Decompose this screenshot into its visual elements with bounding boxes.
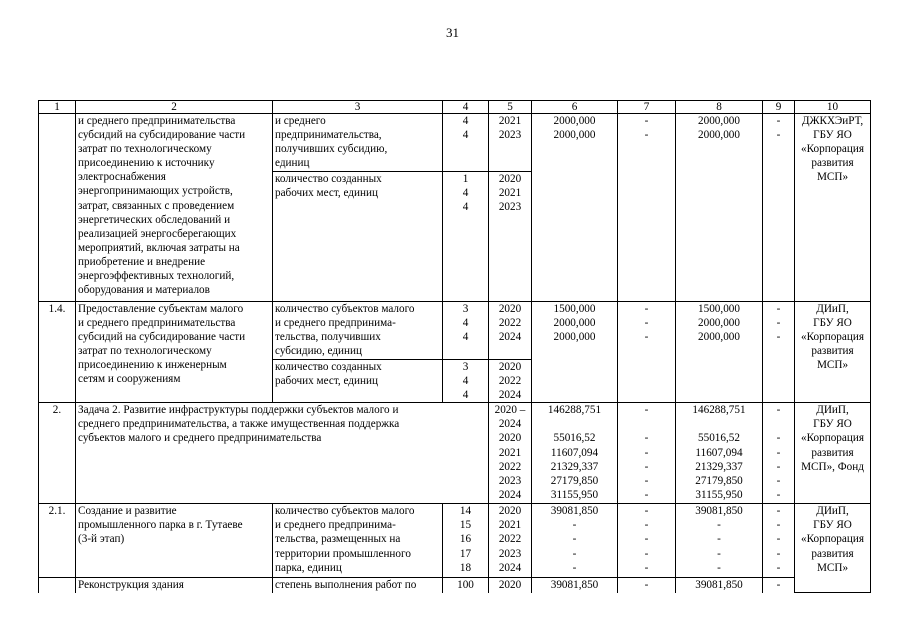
measure-name-line: оборудования и материалов bbox=[78, 284, 210, 297]
col8-cell bbox=[676, 403, 763, 504]
executor-cell bbox=[795, 302, 871, 403]
indicator-cell bbox=[273, 504, 443, 578]
col9-value: - bbox=[776, 331, 781, 344]
amount-value: 11607,094 bbox=[550, 446, 599, 459]
table-row bbox=[39, 504, 871, 578]
header-cell: 6 bbox=[532, 101, 618, 114]
col8-value: 2000,000 bbox=[698, 331, 740, 344]
measure-name-line: и среднего предпринимательства bbox=[78, 115, 236, 127]
amount-value: 146288,751 bbox=[547, 404, 602, 417]
executor-line: «Корпорация bbox=[801, 432, 864, 445]
amount-value: 1500,000 bbox=[553, 303, 596, 315]
executor-cell bbox=[795, 504, 871, 593]
executor-line: МСП» bbox=[816, 561, 849, 574]
measure-name-cell bbox=[76, 302, 273, 403]
col8-value: 11607,094 bbox=[695, 446, 743, 459]
year-cell bbox=[489, 504, 532, 578]
indicator-value: 4 bbox=[462, 375, 469, 388]
year-value: 2020 bbox=[498, 361, 522, 373]
year-value: 2021 bbox=[498, 115, 522, 127]
col7-value: - bbox=[644, 488, 649, 501]
year-value: 2024 bbox=[498, 331, 522, 344]
col9-cell bbox=[763, 302, 795, 403]
year-cell bbox=[489, 403, 532, 504]
amount-value: - bbox=[572, 547, 577, 560]
executor-line: ГБУ ЯО bbox=[813, 519, 852, 532]
row-number-cell: 2.1. bbox=[39, 504, 76, 578]
indicator-value: 14 bbox=[459, 505, 472, 518]
indicator-value: 4 bbox=[462, 187, 469, 200]
indicator-line: рабочих мест, единиц bbox=[275, 375, 378, 388]
year-cell: 2020 bbox=[489, 578, 532, 593]
col7-cell: - bbox=[618, 578, 676, 593]
measure-name-line: субсидий на субсидирование части bbox=[78, 331, 246, 344]
indicator-line: и среднего предпринима- bbox=[275, 519, 396, 532]
col8-value: 2000,000 bbox=[698, 129, 740, 142]
executor-line: МСП», Фонд bbox=[801, 460, 864, 473]
year-value: 2021 bbox=[498, 519, 522, 532]
col7-value: - bbox=[644, 474, 649, 487]
col9-value: - bbox=[776, 129, 781, 142]
executor-line: ГБУ ЯО bbox=[813, 317, 852, 330]
indicator-cell: степень выполнения работ по bbox=[273, 578, 443, 593]
col7-value: - bbox=[644, 547, 649, 560]
indicator-value: 17 bbox=[459, 547, 472, 560]
col8-value: 27179,850 bbox=[695, 474, 743, 487]
col8-value: 21329,337 bbox=[695, 460, 743, 473]
indicator-line: количество созданных bbox=[275, 173, 382, 185]
header-cell: 1 bbox=[39, 101, 76, 114]
amount-cell bbox=[532, 504, 618, 578]
executor-line: ГБУ ЯО bbox=[813, 418, 852, 431]
col9-value bbox=[765, 417, 792, 431]
indicator-value: 4 bbox=[462, 317, 469, 330]
year-value: 2022 bbox=[498, 375, 522, 388]
indicator-value: 1 bbox=[462, 173, 469, 185]
measure-name-line: Создание и развитие bbox=[78, 505, 177, 518]
measure-name-line: электроснабжения bbox=[78, 171, 166, 184]
col9-value: - bbox=[776, 519, 781, 532]
year-cell bbox=[489, 172, 532, 302]
indicator-line: и среднего bbox=[275, 115, 326, 127]
indicator-line: субсидию, единиц bbox=[275, 345, 362, 358]
measure-name-line: субсидий на субсидирование части bbox=[78, 129, 246, 142]
measure-name-line: промышленного парка в г. Тутаеве bbox=[78, 519, 243, 532]
col8-value: 55016,52 bbox=[698, 432, 740, 445]
amount-value: 2000,000 bbox=[553, 317, 596, 330]
col9-value: - bbox=[776, 404, 781, 417]
header-cell: 8 bbox=[676, 101, 763, 114]
indicator-value: 3 bbox=[462, 303, 469, 315]
executor-line: развития bbox=[811, 446, 854, 459]
task-name-cell bbox=[76, 403, 489, 504]
year-value: 2020 bbox=[498, 303, 522, 315]
row-number-cell: 1.4. bbox=[39, 302, 76, 403]
indicator-line: парка, единиц bbox=[275, 561, 342, 574]
col9-value: - bbox=[776, 488, 781, 501]
indicator-cell bbox=[273, 302, 443, 360]
header-cell: 10 bbox=[795, 101, 871, 114]
indicator-line: количество субъектов малого bbox=[275, 303, 415, 315]
col9-value: - bbox=[776, 317, 781, 330]
amount-cell bbox=[532, 302, 618, 403]
measure-name-line: (3-й этап) bbox=[78, 533, 125, 546]
executor-line: МСП» bbox=[816, 171, 849, 184]
indicator-value-cell bbox=[443, 114, 489, 172]
col8-value: 39081,850 bbox=[695, 505, 743, 518]
indicator-value: 16 bbox=[459, 533, 472, 546]
year-value: 2020 bbox=[498, 505, 522, 518]
indicator-value-cell bbox=[443, 302, 489, 360]
year-value: 2022 bbox=[498, 533, 522, 546]
col7-cell bbox=[618, 302, 676, 403]
header-cell: 4 bbox=[443, 101, 489, 114]
measure-name-line: присоединению к инженерным bbox=[78, 359, 227, 372]
measure-name-line: затрат по технологическому bbox=[78, 143, 212, 156]
measure-name-line: Предоставление субъектам малого bbox=[78, 303, 244, 315]
indicator-line: предпринимательства, bbox=[275, 129, 382, 142]
row-number-cell: 2. bbox=[39, 403, 76, 504]
col9-value: - bbox=[776, 533, 781, 546]
col8-value bbox=[678, 417, 760, 431]
col9-cell bbox=[763, 504, 795, 578]
amount-value: - bbox=[572, 519, 577, 532]
measure-name-line: энергоэффективных технологий, bbox=[78, 270, 235, 283]
measure-name-line: сетям и сооружениям bbox=[78, 373, 181, 386]
amount-value: 2000,000 bbox=[553, 331, 596, 344]
col7-value bbox=[620, 417, 673, 431]
year-value: 2021 bbox=[498, 187, 522, 200]
table-row bbox=[39, 302, 871, 360]
col8-value: - bbox=[717, 533, 721, 546]
amount-cell bbox=[532, 114, 618, 302]
executor-line: «Корпорация bbox=[801, 533, 864, 546]
executor-line: ДЖКХЭиРТ, bbox=[801, 115, 864, 127]
indicator-value-cell: 100 bbox=[443, 578, 489, 593]
col7-value: - bbox=[644, 460, 649, 473]
year-cell bbox=[489, 302, 532, 360]
year-value: 2023 bbox=[498, 547, 522, 560]
executor-line: «Корпорация bbox=[801, 143, 864, 156]
indicator-value: 4 bbox=[462, 201, 469, 214]
executor-line: развития bbox=[811, 345, 854, 358]
amount-value: 27179,850 bbox=[550, 474, 599, 487]
col8-value: 31155,950 bbox=[695, 488, 743, 501]
col9-value: - bbox=[776, 432, 781, 445]
indicator-value: 4 bbox=[462, 389, 469, 402]
col8-cell bbox=[676, 114, 763, 302]
executor-line: ГБУ ЯО bbox=[813, 129, 852, 142]
task-name-line: Задача 2. Развитие инфраструктуры поддержки субъектов малого и bbox=[78, 404, 399, 417]
year-value: 2022 bbox=[498, 317, 522, 330]
col8-value: - bbox=[717, 547, 721, 560]
col8-cell bbox=[676, 302, 763, 403]
indicator-line: получивших субсидию, bbox=[275, 143, 388, 156]
indicator-cell bbox=[273, 172, 443, 302]
measure-name-line: энергетических обследований и bbox=[78, 213, 231, 226]
col9-value: - bbox=[776, 505, 781, 518]
year-value: 2020 bbox=[498, 432, 522, 445]
header-row bbox=[39, 101, 871, 114]
col8-cell bbox=[676, 504, 763, 578]
indicator-value-cell bbox=[443, 360, 489, 403]
amount-value: 31155,950 bbox=[550, 488, 599, 501]
indicator-line: рабочих мест, единиц bbox=[275, 187, 378, 200]
amount-value: - bbox=[572, 561, 577, 574]
col8-cell: 39081,850 bbox=[676, 578, 763, 593]
indicator-line: количество созданных bbox=[275, 361, 382, 373]
col9-value: - bbox=[776, 561, 781, 574]
col9-value: - bbox=[776, 460, 781, 473]
page-number: 31 bbox=[446, 25, 459, 40]
executor-line: ДИиП, bbox=[816, 303, 849, 315]
amount-value: - bbox=[572, 533, 577, 546]
col8-value: 2000,000 bbox=[698, 317, 740, 330]
year-value: 2024 bbox=[498, 418, 522, 431]
year-value: 2022 bbox=[498, 460, 522, 473]
year-value: 2020 – bbox=[494, 404, 526, 417]
col7-value: - bbox=[644, 519, 649, 532]
col8-value: - bbox=[717, 561, 721, 574]
indicator-line: и среднего предпринима- bbox=[275, 317, 396, 330]
measure-name-cell bbox=[76, 504, 273, 578]
col8-value: 146288,751 bbox=[692, 404, 746, 417]
indicator-line: тельства, размещенных на bbox=[275, 533, 401, 546]
indicator-value: 15 bbox=[459, 519, 472, 532]
col7-value: - bbox=[644, 317, 649, 330]
executor-line: развития bbox=[811, 157, 854, 170]
measure-name-line: реализацией энергосберегающих bbox=[78, 227, 237, 240]
indicator-line: тельства, получивших bbox=[275, 331, 381, 344]
col7-cell bbox=[618, 114, 676, 302]
indicator-line: единиц bbox=[275, 157, 310, 170]
header-cell: 5 bbox=[489, 101, 532, 114]
year-value: 2024 bbox=[498, 488, 522, 501]
col8-value: - bbox=[717, 519, 721, 532]
year-value: 2023 bbox=[498, 474, 522, 487]
year-value: 2021 bbox=[498, 446, 522, 459]
measure-name-line: затрат по технологическому bbox=[78, 345, 212, 358]
executor-line: развития bbox=[811, 547, 854, 560]
row-number-cell bbox=[39, 578, 76, 593]
col7-cell bbox=[618, 403, 676, 504]
measure-name-line: приобретение и внедрение bbox=[78, 255, 206, 268]
table-row bbox=[39, 578, 871, 593]
col9-value: - bbox=[776, 115, 781, 127]
amount-value: 39081,850 bbox=[550, 505, 599, 518]
col7-value: - bbox=[644, 303, 649, 315]
year-value: 2024 bbox=[498, 561, 522, 574]
col7-value: - bbox=[644, 533, 649, 546]
indicator-cell bbox=[273, 114, 443, 172]
task-name-line: субъектов малого и среднего предпринимательства bbox=[78, 432, 322, 445]
measure-name-line: мероприятий, включая затраты на bbox=[78, 241, 240, 254]
amount-value: 2000,000 bbox=[553, 129, 596, 142]
task-name-line: среднего предпринимательства, а также имущественная поддержка bbox=[78, 418, 400, 431]
year-value: 2023 bbox=[498, 129, 522, 142]
year-value: 2023 bbox=[498, 201, 522, 214]
col9-cell bbox=[763, 403, 795, 504]
amount-cell: 39081,850 bbox=[532, 578, 618, 593]
amount-value: 2000,000 bbox=[553, 115, 596, 127]
measure-name-line: затрат, связанных с проведением bbox=[78, 199, 235, 212]
col7-value: - bbox=[644, 115, 649, 127]
table-row bbox=[39, 403, 871, 504]
measure-name-cell bbox=[76, 114, 273, 302]
col7-value: - bbox=[644, 505, 649, 518]
year-cell bbox=[489, 114, 532, 172]
indicator-line: территории промышленного bbox=[275, 547, 411, 560]
header-cell: 9 bbox=[763, 101, 795, 114]
col9-value: - bbox=[776, 446, 781, 459]
indicator-value-cell bbox=[443, 504, 489, 578]
col7-value: - bbox=[644, 404, 649, 417]
indicator-value: 4 bbox=[462, 331, 469, 344]
indicator-value: 4 bbox=[462, 115, 469, 127]
measure-name-line: и среднего предпринимательства bbox=[78, 317, 236, 330]
col9-cell bbox=[763, 114, 795, 302]
indicator-value: 18 bbox=[459, 561, 472, 574]
year-cell bbox=[489, 360, 532, 403]
table-row bbox=[39, 114, 871, 172]
col7-cell bbox=[618, 504, 676, 578]
col8-value: 1500,000 bbox=[698, 303, 740, 315]
executor-cell bbox=[795, 114, 871, 302]
col9-value: - bbox=[776, 547, 781, 560]
measure-name-line: присоединению к источнику bbox=[78, 157, 215, 170]
header-cell: 7 bbox=[618, 101, 676, 114]
executor-cell bbox=[795, 403, 871, 504]
row-number-cell bbox=[39, 114, 76, 302]
executor-line: МСП» bbox=[816, 359, 849, 372]
indicator-value-cell bbox=[443, 172, 489, 302]
executor-line: «Корпорация bbox=[801, 331, 864, 344]
col7-value: - bbox=[644, 129, 649, 142]
amount-value: 55016,52 bbox=[553, 432, 596, 445]
col9-value: - bbox=[776, 474, 781, 487]
amount-value: 21329,337 bbox=[550, 460, 599, 473]
header-cell: 3 bbox=[273, 101, 443, 114]
col7-value: - bbox=[644, 432, 649, 445]
col9-value: - bbox=[776, 303, 781, 315]
year-value: 2020 bbox=[498, 173, 522, 185]
col7-value: - bbox=[644, 561, 649, 574]
amount-cell bbox=[532, 403, 618, 504]
executor-line: ДИиП, bbox=[816, 404, 849, 417]
indicator-cell bbox=[273, 360, 443, 403]
program-measures-table bbox=[38, 100, 871, 593]
measure-name-cell: Реконструкция здания bbox=[76, 578, 273, 593]
col8-value: 2000,000 bbox=[698, 115, 740, 127]
header-cell: 2 bbox=[76, 101, 273, 114]
indicator-line: количество субъектов малого bbox=[275, 505, 415, 518]
indicator-value: 4 bbox=[462, 129, 469, 142]
col9-cell: - bbox=[763, 578, 795, 593]
year-value: 2024 bbox=[498, 389, 522, 402]
col7-value: - bbox=[644, 446, 649, 459]
amount-value bbox=[534, 417, 615, 431]
executor-line: ДИиП, bbox=[816, 505, 849, 518]
measure-name-line: энергопринимающих устройств, bbox=[78, 185, 233, 198]
indicator-value: 3 bbox=[462, 361, 469, 373]
col7-value: - bbox=[644, 331, 649, 344]
